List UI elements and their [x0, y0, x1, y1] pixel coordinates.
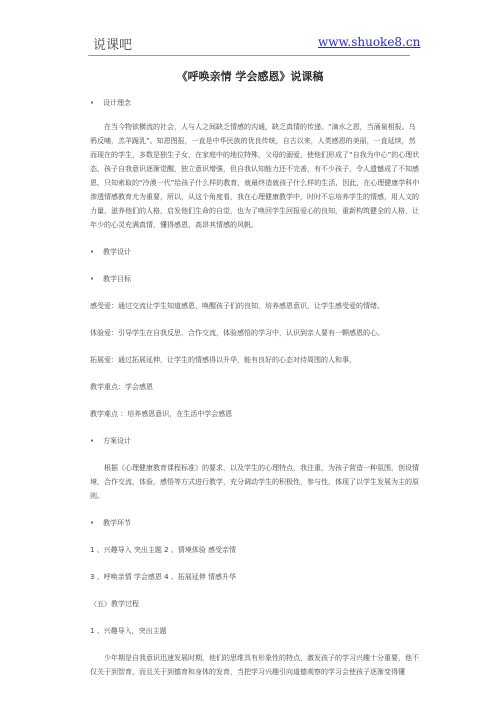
document-body	[90, 96, 420, 679]
section-heading-concept: • 设计理念	[90, 96, 420, 110]
process-step-1: 1 、兴趣导入，突出主题	[90, 627, 167, 635]
concept-paragraph: 在当今物欲横流的社会，人与人之间缺乏情感的沟通，缺乏真情的传递。“滴水之恩，当涌泉相报。乌鸦反哺，羔羊跪乳”。知恩图报，一直是中华民族的优良传统，自古以来，人类感恩的美丽，一直延续，然而现在的学生，多数是独生子女，在家庭中的地位特殊，父母的溺爱，使他们形成了“自我为中心”的心理状态，孩子自我意识逐渐觉醒，独立意识增强，但自我认知能力还不完善，有不少孩子，令人遗憾成了不知感恩，只知索取的“冷漠一代”给孩子什么样的教育，就最终造就孩子什么样的生活，因此，在心理健康学科中渗透情感教育尤为重要，所以，从这个角度看，我在心理健康教学中，时时不忘培养学生的情感，用人文的力量，滋养他们的人格，启发他们生命的自觉，也为了唤回学生回报爱心的良知，重新构筑健全的人格，让年少的心灵充满真情，懂得感恩，高昂其情感的风帆。	[90, 123, 420, 229]
plan-paragraph: 根据《心理健康教育课程标准》的要求，以及学生的心理特点，我注重，为孩子营造一种氛围，创设情境，合作交流，体验，感悟等方式进行教学，充分调动学生的积极性，参与性，体现了以学生发展为主的原则。	[90, 464, 419, 500]
document-title: 《呼唤亲情 学会感恩》说课稿	[176, 70, 324, 83]
site-url-link[interactable]: www.shuoke8.cn	[318, 35, 421, 49]
goal-experience-love: 体验爱：引导学生在自我反思，合作交流，体验感悟的学习中，认识到亲人要有一颗感恩的心。	[90, 329, 384, 337]
section-heading-design: • 教学设计	[90, 245, 420, 259]
section-heading-process: （五）教学过程	[90, 600, 139, 608]
header-divider	[88, 55, 410, 56]
steps-line-2: 3 、呼唤亲情 学会感恩 4 、拓展延伸 情感升华	[90, 573, 237, 581]
key-point: 教学重点：学会感恩	[90, 383, 153, 391]
section-heading-plan: • 方案设计	[90, 434, 420, 448]
difficult-point: 教学难点 ：培养感恩意识，在生活中学会感恩	[90, 410, 233, 418]
process-paragraph: 少年期是自我意识迅速发展时期，他们的思维具有形象性的特点，激发孩子的学习兴趣十分重要，他不仅关于到智育，而且关于到德育和身体的发育，当把学习兴趣引向道德观察的学习会使孩子逐渐变得懂	[90, 654, 419, 676]
site-name: 说课吧	[93, 38, 133, 53]
goal-extend-love: 拓展爱：通过拓展延伸，让学生的情感得以升华，能有良好的心态对待周围的人和事，	[90, 356, 356, 364]
steps-line-1: 1 、兴趣导入 突出主题 2 、情境体验 感受亲情	[90, 546, 237, 554]
section-heading-steps: • 教学环节	[90, 516, 420, 530]
page-header	[0, 0, 500, 70]
section-heading-goals: • 教学目标	[90, 272, 420, 286]
goal-feel-love: 感受爱：通过交流让学生知道感恩，唤醒孩子们的良知，培养感恩意识，让学生感受爱的情绪。	[90, 302, 384, 310]
